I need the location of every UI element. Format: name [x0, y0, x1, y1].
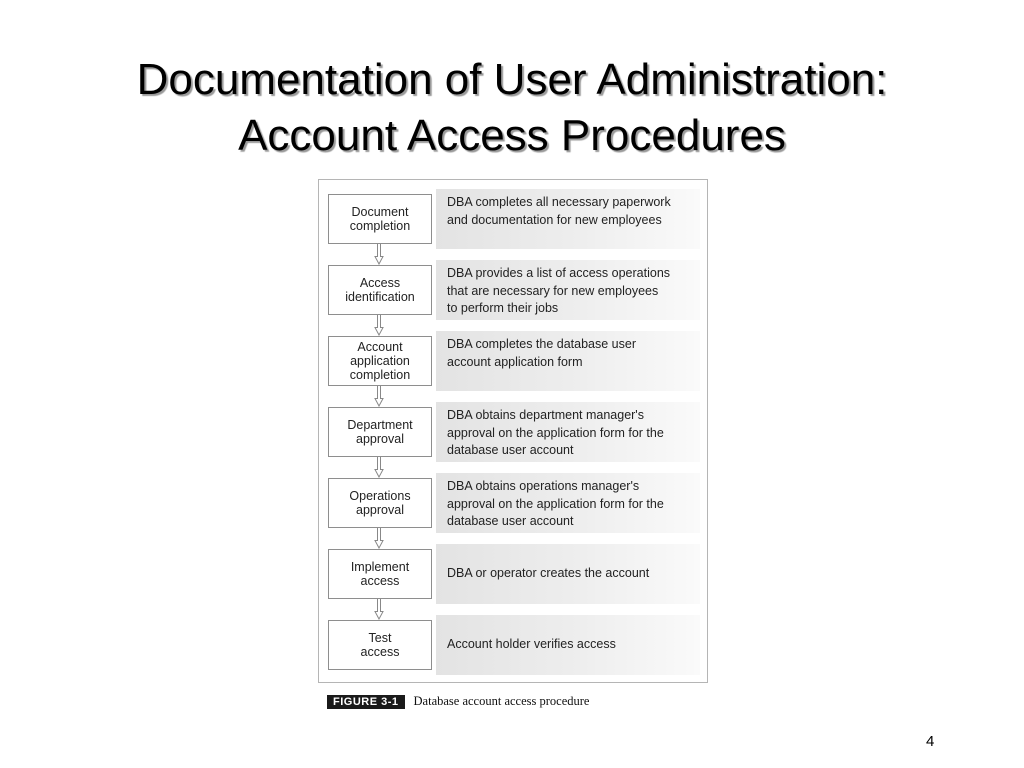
step-label: Operations approval: [349, 489, 411, 517]
step-description-text: DBA obtains operations manager's approval on the application form for the database user account: [447, 479, 664, 528]
down-arrow-icon: [374, 315, 384, 336]
step-label: Account application completion: [349, 340, 411, 382]
step-description-test-access: [436, 615, 700, 675]
step-description-document-completion: [436, 189, 700, 249]
step-box-document-completion: [328, 194, 432, 244]
step-description-access-identification: [436, 260, 700, 320]
step-description-text: Account holder verifies access: [447, 637, 616, 652]
down-arrow-icon: [374, 244, 384, 265]
down-arrow-icon: [374, 599, 384, 620]
step-description-text: DBA obtains department manager's approval on the application form for the database user account: [447, 408, 664, 457]
down-arrow-icon: [374, 457, 384, 478]
step-box-access-identification: [328, 265, 432, 315]
step-box-account-application-completion: [328, 336, 432, 386]
step-label: Test access: [360, 631, 400, 659]
step-description-text: DBA or operator creates the account: [447, 566, 650, 581]
page-number: 4: [926, 733, 935, 750]
slide-title-line-1: Documentation of User Administration:: [136, 55, 888, 104]
process-flow-diagram: [318, 179, 708, 683]
step-box-department-approval: [328, 407, 432, 457]
step-description-text: DBA completes the database user account application form: [447, 337, 637, 369]
slide-title: [0, 52, 1024, 164]
step-description-text: DBA completes all necessary paperwork and documentation for new employees: [447, 195, 671, 227]
step-label: Implement access: [350, 560, 410, 588]
slide-title-line-2: Account Access Procedures: [238, 111, 786, 160]
step-label: Access identification: [345, 276, 415, 304]
step-description-text: DBA provides a list of access operations that are necessary for new employees to perform their jobs: [447, 266, 671, 315]
step-label: Document completion: [349, 205, 411, 233]
step-description-operations-approval: [436, 473, 700, 533]
figure-caption-text: Database account access procedure: [413, 694, 590, 708]
step-description-department-approval: [436, 402, 700, 462]
step-box-implement-access: [328, 549, 432, 599]
figure-caption: [327, 694, 589, 709]
down-arrow-icon: [374, 528, 384, 549]
step-label: Department approval: [347, 418, 413, 446]
step-description-account-application-completion: [436, 331, 700, 391]
step-box-test-access: [328, 620, 432, 670]
figure-number-tag: FIGURE 3-1: [327, 695, 405, 709]
step-description-implement-access: [436, 544, 700, 604]
down-arrow-icon: [374, 386, 384, 407]
step-box-operations-approval: [328, 478, 432, 528]
